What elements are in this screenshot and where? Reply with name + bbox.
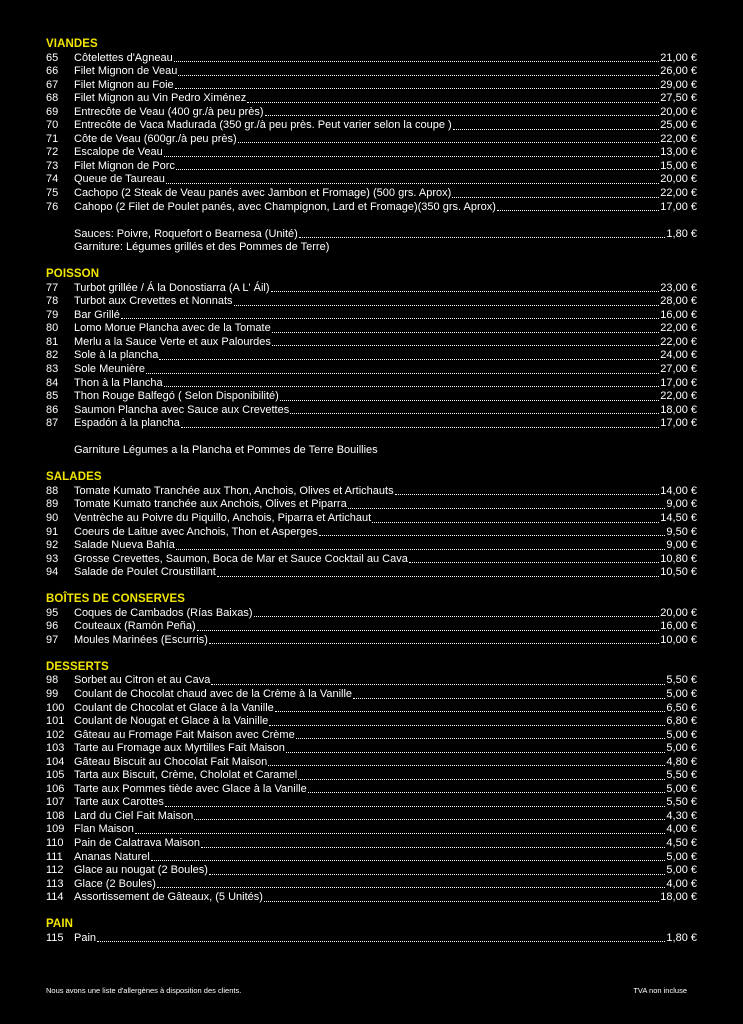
menu-item [46, 553, 697, 567]
spacer [46, 647, 697, 661]
dot-leader [97, 940, 665, 942]
item-name: Saumon Plancha avec Sauce aux Crevettes [74, 403, 290, 416]
item-price: 21,00 € [660, 51, 697, 64]
item-number: 73 [46, 159, 59, 172]
item-price: 28,00 € [660, 295, 697, 308]
menu-item [46, 119, 697, 133]
item-number: 103 [46, 742, 65, 755]
item-name: Lard du Ciel Fait Maison [74, 809, 194, 822]
menu-item [46, 363, 697, 377]
item-name: Tarte aux Pommes tiède avec Glace à la Vanille [74, 782, 307, 795]
dot-leader [165, 805, 666, 807]
item-number: 74 [46, 173, 59, 186]
item-number: 81 [46, 335, 59, 348]
item-price: 27,50 € [660, 92, 697, 105]
dot-leader [275, 710, 666, 712]
item-number: 100 [46, 701, 65, 714]
item-number: 91 [46, 525, 59, 538]
menu-item [46, 539, 697, 553]
dot-leader [176, 548, 665, 550]
item-name: Filet Mignon au Vin Pedro Ximénez [74, 92, 247, 105]
spacer [46, 458, 697, 472]
menu-item [46, 336, 697, 350]
dot-leader [159, 358, 659, 360]
menu-item [46, 106, 697, 120]
dot-leader [453, 128, 660, 130]
spacer [46, 214, 697, 228]
item-number: 78 [46, 295, 59, 308]
item-name: Filet Mignon de Veau [74, 65, 178, 78]
dot-leader [234, 304, 660, 306]
dot-leader [211, 683, 665, 685]
item-name: Coeurs de Laitue avec Anchois, Thon et Asperges [74, 525, 318, 538]
dot-leader [353, 697, 665, 699]
item-name: Entrecôte de Vaca Madurada (350 gr./à peu près. Peut varier selon la coupe ) [74, 119, 452, 132]
item-name: Coulant de Chocolat et Glace à la Vanille [74, 701, 274, 714]
dot-leader [164, 385, 660, 387]
section-title: SALADES [46, 471, 102, 484]
menu-item [46, 769, 697, 783]
item-number: 109 [46, 823, 65, 836]
spacer [46, 905, 697, 919]
note-price: 1,80 € [666, 227, 697, 240]
dot-leader [121, 317, 659, 319]
menu-item [46, 702, 697, 716]
item-name: Assortissement de Gâteaux, (5 Unités) [74, 891, 263, 904]
item-number: 113 [46, 877, 64, 890]
item-price: 9,00 € [666, 539, 697, 552]
dot-leader [280, 399, 659, 401]
item-name: Entrecôte de Veau (400 gr./à peu près) [74, 105, 264, 118]
item-name: Lomo Morue Plancha avec de la Tomate [74, 322, 271, 335]
item-number: 105 [46, 769, 65, 782]
dot-leader [254, 615, 660, 617]
item-price: 6,80 € [666, 715, 697, 728]
item-number: 70 [46, 119, 59, 132]
menu-item [46, 79, 697, 93]
item-price: 16,00 € [660, 308, 697, 321]
dot-leader [178, 74, 659, 76]
dot-leader [319, 534, 666, 536]
menu-item [46, 485, 697, 499]
item-price: 5,00 € [666, 688, 697, 701]
menu-item [46, 187, 697, 201]
item-price: 6,50 € [666, 701, 697, 714]
dot-leader [209, 873, 665, 875]
dot-leader [247, 101, 659, 103]
item-number: 65 [46, 51, 59, 64]
item-name: Thon à la Plancha [74, 376, 163, 389]
item-price: 22,00 € [660, 390, 697, 403]
item-number: 82 [46, 349, 59, 362]
item-price: 18,00 € [660, 891, 697, 904]
item-name: Merlu a la Sauce Verte et aux Palourdes [74, 335, 271, 348]
item-name: Espadón à la plancha [74, 417, 180, 430]
section-title: DESSERTS [46, 660, 109, 673]
tax-note: TVA non incluse [633, 986, 687, 995]
menu-item [46, 837, 697, 851]
item-price: 5,00 € [666, 728, 697, 741]
item-name: Coulant de Nougat et Glace à la Vainille [74, 715, 269, 728]
item-price: 20,00 € [660, 606, 697, 619]
dot-leader [166, 182, 659, 184]
menu-item [46, 566, 697, 580]
menu-item [46, 349, 697, 363]
menu-item [46, 309, 697, 323]
dot-leader [265, 114, 660, 116]
menu-item [46, 173, 697, 187]
menu-item [46, 607, 697, 621]
item-price: 22,00 € [660, 322, 697, 335]
item-name: Tarte aux Carottes [74, 796, 164, 809]
item-price: 13,00 € [660, 146, 697, 159]
garniture-note: Garniture Légumes a la Plancha et Pommes de Terre Bouillies [74, 444, 378, 457]
spacer [46, 431, 697, 445]
item-price: 4,00 € [666, 823, 697, 836]
item-price: 26,00 € [660, 65, 697, 78]
item-price: 25,00 € [660, 119, 697, 132]
item-number: 89 [46, 498, 59, 511]
item-price: 14,50 € [660, 512, 697, 524]
item-price: 10,50 € [660, 566, 697, 579]
dot-leader [174, 60, 660, 62]
item-price: 4,00 € [666, 877, 697, 890]
dot-leader [181, 426, 659, 428]
menu-item [46, 851, 697, 865]
garniture-note: Garniture: Légumes grillés et des Pommes de Terre) [74, 241, 330, 254]
item-price: 10,80 € [660, 552, 697, 565]
dot-leader [272, 344, 659, 346]
item-number: 88 [46, 484, 59, 497]
item-name: Escalope de Veau [74, 146, 163, 159]
item-number: 75 [46, 186, 59, 199]
item-name: Gâteau au Fromage Fait Maison avec Crème [74, 728, 295, 741]
item-number: 86 [46, 403, 59, 416]
menu-item [46, 377, 697, 391]
dot-leader [175, 87, 660, 89]
dot-leader [135, 832, 665, 834]
item-price: 9,00 € [666, 498, 697, 511]
item-price: 22,00 € [660, 335, 697, 348]
item-name: Grosse Crevettes, Saumon, Boca de Mar et Sauce Cocktail au Cava [74, 552, 408, 565]
dot-leader [197, 629, 660, 631]
menu-item [46, 715, 697, 729]
item-number: 101 [46, 715, 65, 728]
dot-leader [348, 507, 666, 509]
dot-leader [298, 778, 665, 780]
dot-leader [264, 900, 659, 902]
item-price: 29,00 € [660, 78, 697, 91]
item-number: 99 [46, 688, 59, 701]
menu-item [46, 417, 697, 431]
dot-leader [209, 642, 659, 644]
dot-leader [164, 155, 660, 157]
item-number: 104 [46, 755, 65, 768]
item-name: Côte de Veau (600gr./à peu près) [74, 132, 237, 145]
menu-item [46, 498, 697, 512]
item-name: Coulant de Chocolat chaud avec de la Crème à la Vanille [74, 688, 353, 701]
menu-item [46, 864, 697, 878]
item-number: 102 [46, 728, 65, 741]
menu-item [46, 729, 697, 743]
item-name: Tarte au Fromage aux Myrtilles Fait Maison [74, 742, 285, 755]
item-number: 84 [46, 376, 59, 389]
section-title: BOÎTES DE CONSERVES [46, 593, 186, 606]
item-number: 93 [46, 552, 59, 565]
menu-item [46, 932, 697, 946]
dot-leader [176, 168, 659, 170]
dot-leader [452, 196, 659, 198]
item-name: Sole à la plancha [74, 349, 159, 362]
item-name: Pain [74, 931, 97, 944]
menu-item [46, 810, 697, 824]
dot-leader [308, 791, 666, 793]
item-name: Cahopo (2 Filet de Poulet panés, avec Champignon, Lard et Fromage)(350 grs. Aprox) [74, 200, 496, 213]
item-number: 66 [46, 65, 59, 78]
item-number: 111 [46, 850, 63, 863]
item-name: Flan Maison [74, 823, 134, 836]
item-name: Côtelettes d'Agneau [74, 51, 173, 64]
item-number: 97 [46, 633, 59, 646]
spacer [46, 255, 697, 269]
item-number: 107 [46, 796, 65, 809]
item-name: Queue de Taureau [74, 173, 165, 186]
dot-leader [290, 412, 659, 414]
item-price: 5,50 € [666, 796, 697, 809]
menu-item [46, 756, 697, 770]
item-name: Cachopo (2 Steak de Veau panés avec Jambon et Fromage) (500 grs. Aprox) [74, 186, 452, 199]
item-name: Coques de Cambados (Rías Baixas) [74, 606, 253, 619]
dot-leader [268, 764, 665, 766]
item-number: 69 [46, 105, 59, 118]
item-name: Turbot grillée / Á la Donostiarra (A L' Áil) [74, 281, 270, 294]
menu-item [46, 742, 697, 756]
item-price: 4,50 € [666, 837, 697, 850]
item-price: 1,80 € [666, 931, 697, 944]
item-price: 17,00 € [660, 200, 697, 213]
item-number: 87 [46, 417, 59, 430]
item-number: 92 [46, 539, 59, 552]
item-price: 5,50 € [666, 769, 697, 782]
dot-leader [272, 331, 660, 333]
dot-leader [286, 751, 665, 753]
menu-item [46, 404, 697, 418]
section-desserts [46, 661, 697, 918]
item-number: 106 [46, 782, 65, 795]
dot-leader [217, 575, 659, 577]
menu-item [46, 322, 697, 336]
item-price: 20,00 € [660, 105, 697, 118]
section-salades [46, 471, 697, 593]
section-title: POISSON [46, 268, 100, 281]
menu-item [46, 92, 697, 106]
dot-leader [151, 859, 666, 861]
dot-leader [372, 521, 659, 523]
dot-leader [238, 141, 660, 143]
menu-item [46, 282, 697, 296]
item-price: 5,00 € [666, 742, 697, 755]
item-price: 14,00 € [660, 484, 697, 497]
item-number: 115 [46, 931, 64, 944]
item-name: Filet Mignon de Porc [74, 159, 175, 172]
item-name: Turbot aux Crevettes et Nonnats [74, 295, 233, 308]
item-number: 95 [46, 606, 59, 619]
menu-item [46, 133, 697, 147]
item-price: 15,00 € [660, 159, 697, 172]
spacer [46, 580, 697, 594]
menu-item [46, 891, 697, 905]
menu-item [46, 65, 697, 79]
menu-item [46, 674, 697, 688]
item-number: 110 [46, 837, 64, 850]
item-number: 77 [46, 281, 59, 294]
item-number: 85 [46, 390, 59, 403]
item-price: 16,00 € [660, 620, 697, 633]
item-price: 4,30 € [666, 809, 697, 822]
item-name: Moules Marinées (Escurris) [74, 633, 208, 646]
menu-item [46, 201, 697, 215]
item-name: Sole Meunière [74, 363, 145, 376]
note-text: Sauces: Poivre, Roquefort o Bearnesa (Unité) [74, 227, 298, 240]
item-price: 9,50 € [666, 525, 697, 538]
section-poisson [46, 268, 697, 471]
item-number: 79 [46, 308, 59, 321]
section-title: PAIN [46, 918, 74, 931]
item-name: Pain de Calatrava Maison [74, 837, 200, 850]
item-name: Salade de Poulet Croustillant [74, 566, 216, 579]
item-name: Glace au nougat (2 Boules) [74, 864, 208, 877]
dot-leader [201, 846, 665, 848]
item-price: 5,50 € [666, 674, 697, 687]
item-price: 24,00 € [660, 349, 697, 362]
item-number: 67 [46, 78, 59, 91]
item-number: 76 [46, 200, 59, 213]
item-name: Tarta aux Biscuit, Crème, Chololat et Caramel [74, 769, 298, 782]
item-number: 98 [46, 674, 59, 687]
dot-leader [409, 561, 659, 563]
item-name: Tomate Kumato Tranchée aux Thon, Anchois, Olives et Artichauts [74, 484, 394, 497]
dot-leader [296, 737, 666, 739]
item-price: 5,00 € [666, 850, 697, 863]
item-number: 68 [46, 92, 59, 105]
item-number: 71 [46, 132, 59, 145]
menu-item [46, 783, 697, 797]
item-number: 72 [46, 146, 59, 159]
dot-leader [194, 818, 665, 820]
menu-item [46, 634, 697, 648]
item-number: 80 [46, 322, 59, 335]
dot-leader [269, 724, 665, 726]
menu-item [46, 526, 697, 540]
item-price: 17,00 € [660, 417, 697, 430]
dot-leader [146, 372, 659, 374]
item-name: Ventrèche au Poivre du Piquillo, Anchois, Piparra et Artichaut [74, 512, 372, 524]
menu-item [46, 295, 697, 309]
item-number: 114 [46, 891, 64, 904]
item-price: 18,00 € [660, 403, 697, 416]
item-name: Sorbet au Citron et au Cava [74, 674, 211, 687]
item-price: 22,00 € [660, 132, 697, 145]
allergens-note: Nous avons une liste d'allergènes à disposition des clients. [46, 986, 242, 995]
menu-item [46, 146, 697, 160]
sauces-note [46, 228, 697, 242]
menu-item [46, 796, 697, 810]
section-boites-de-conserves [46, 593, 697, 661]
item-name: Gâteau Biscuit au Chocolat Fait Maison [74, 755, 268, 768]
item-price: 5,00 € [666, 864, 697, 877]
section-pain [46, 918, 697, 945]
dot-leader [395, 493, 660, 495]
item-name: Salade Nueva Bahía [74, 539, 175, 552]
item-price: 23,00 € [660, 281, 697, 294]
item-price: 5,00 € [666, 782, 697, 795]
menu-item [46, 160, 697, 174]
menu-item [46, 620, 697, 634]
item-name: Filet Mignon au Foie [74, 78, 174, 91]
item-price: 10,00 € [660, 633, 697, 646]
item-name: Thon Rouge Balfegó ( Selon Disponibilité) [74, 390, 279, 403]
item-price: 27,00 € [660, 363, 697, 376]
menu-item [46, 52, 697, 66]
item-name: Tomate Kumato tranchée aux Anchois, Olives et Piparra [74, 498, 347, 511]
section-viandes [46, 38, 697, 268]
menu-item [46, 878, 697, 892]
section-title: VIANDES [46, 38, 98, 50]
item-price: 20,00 € [660, 173, 697, 186]
dot-leader [497, 209, 659, 211]
item-number: 112 [46, 864, 64, 877]
dot-leader [271, 290, 660, 292]
item-number: 96 [46, 620, 59, 633]
menu-item [46, 688, 697, 702]
dot-leader [157, 886, 665, 888]
item-price: 4,80 € [666, 755, 697, 768]
item-name: Ananas Naturel [74, 850, 150, 863]
dot-leader [299, 236, 666, 238]
menu-item [46, 823, 697, 837]
item-name: Bar Grillé [74, 308, 120, 321]
item-name: Couteaux (Ramón Peña) [74, 620, 196, 633]
item-number: 108 [46, 809, 65, 822]
item-price: 17,00 € [660, 376, 697, 389]
item-number: 90 [46, 512, 59, 524]
menu [46, 38, 697, 945]
menu-item [46, 512, 697, 526]
item-number: 83 [46, 363, 59, 376]
item-name: Glace (2 Boules) [74, 877, 156, 890]
menu-item [46, 390, 697, 404]
item-price: 22,00 € [660, 186, 697, 199]
item-number: 94 [46, 566, 59, 579]
